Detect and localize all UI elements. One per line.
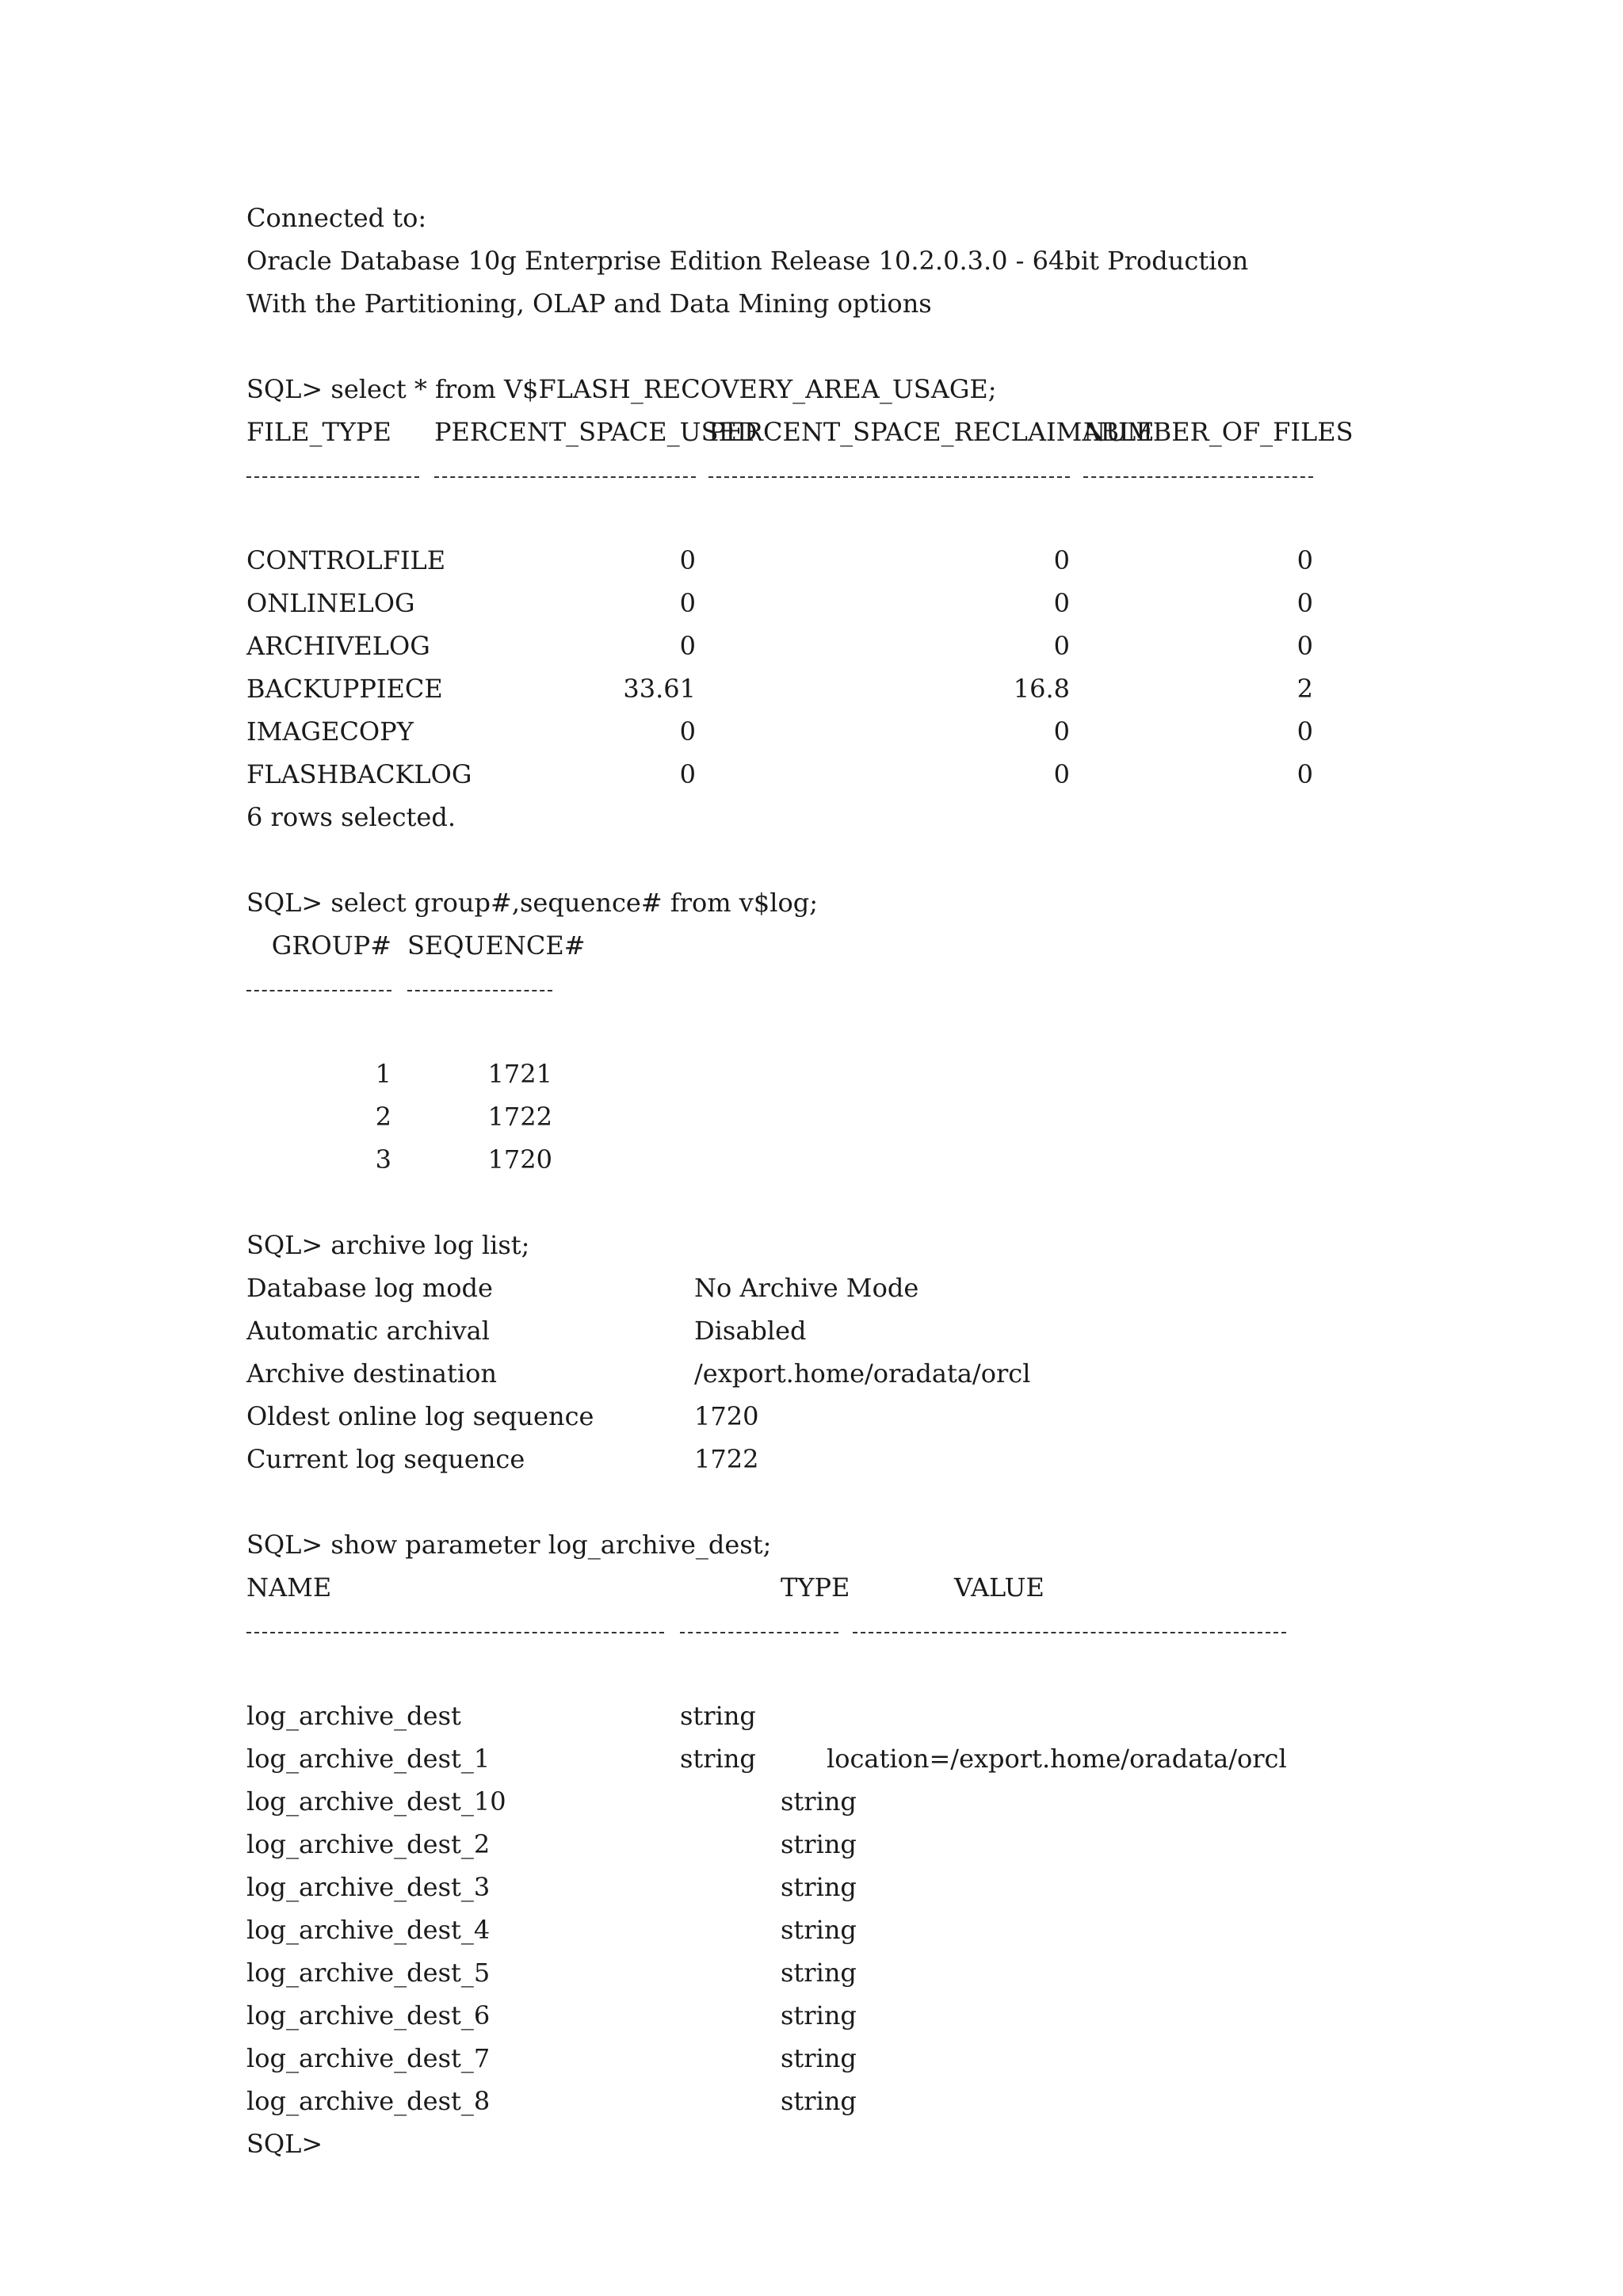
table-cell: Oldest online log sequence bbox=[246, 1401, 594, 1431]
table-cell: ARCHIVELOG bbox=[246, 631, 430, 661]
table-row bbox=[246, 753, 1610, 796]
table-row bbox=[246, 1138, 1610, 1181]
table-cell: log_archive_dest_1 bbox=[246, 1744, 491, 1774]
table-row bbox=[246, 1994, 1610, 2037]
col-header: SEQUENCE# bbox=[407, 930, 586, 961]
table-cell: 0 bbox=[1053, 716, 1070, 747]
table-cell: string bbox=[680, 1701, 756, 1731]
table-cell: 0 bbox=[1053, 545, 1070, 575]
param-rows bbox=[246, 1694, 1610, 2122]
col-header: VALUE bbox=[954, 1572, 1044, 1603]
param-header-row bbox=[246, 1566, 1610, 1609]
table-cell: 0 bbox=[679, 545, 696, 575]
table-cell: string bbox=[781, 1915, 857, 1945]
list-item bbox=[246, 1266, 1610, 1309]
flash-rows bbox=[246, 539, 1610, 796]
table-cell: string bbox=[781, 1786, 857, 1817]
rows-selected: 6 rows selected. bbox=[246, 802, 456, 832]
list-item bbox=[246, 1309, 1610, 1352]
vlog-header-row bbox=[246, 924, 1610, 967]
archive-list-rows bbox=[246, 1266, 1610, 1480]
final-sql-prompt: SQL> bbox=[246, 2129, 323, 2159]
table-row bbox=[246, 1052, 1610, 1095]
table-cell: 0 bbox=[679, 716, 696, 747]
table-cell: log_archive_dest_8 bbox=[246, 2086, 491, 2116]
table-row bbox=[246, 1866, 1610, 1908]
table-cell: log_archive_dest bbox=[246, 1701, 461, 1731]
table-cell: string bbox=[781, 2000, 857, 2030]
table-cell: Database log mode bbox=[246, 1273, 493, 1303]
table-cell: /export.home/oradata/orcl bbox=[694, 1358, 1031, 1389]
version-line: Oracle Database 10g Enterprise Edition Release 10.2.0.3.0 - 64bit Production bbox=[246, 246, 1249, 276]
table-row bbox=[246, 2080, 1610, 2122]
table-row bbox=[246, 1694, 1610, 1737]
table-cell: log_archive_dest_2 bbox=[246, 1829, 491, 1859]
list-item bbox=[246, 1352, 1610, 1395]
table-cell: string bbox=[781, 2086, 857, 2116]
table-cell: log_archive_dest_3 bbox=[246, 1872, 491, 1902]
table-cell: 0 bbox=[1296, 588, 1313, 618]
list-item bbox=[246, 1438, 1610, 1480]
table-cell: ONLINELOG bbox=[246, 588, 415, 618]
param-separator bbox=[246, 1609, 1610, 1652]
table-cell: 1 bbox=[375, 1059, 391, 1089]
table-cell: string bbox=[781, 1829, 857, 1859]
table-cell: 1720 bbox=[694, 1401, 759, 1431]
terminal-transcript bbox=[246, 197, 1610, 2165]
table-cell: 0 bbox=[1296, 759, 1313, 789]
table-cell: Current log sequence bbox=[246, 1444, 525, 1474]
table-cell: BACKUPPIECE bbox=[246, 674, 443, 704]
table-row bbox=[246, 1951, 1610, 1994]
table-cell: Disabled bbox=[694, 1316, 807, 1346]
table-cell: log_archive_dest_4 bbox=[246, 1915, 491, 1945]
table-cell: 16.8 bbox=[1013, 674, 1070, 704]
flash-header-row bbox=[246, 411, 1610, 453]
table-cell: 0 bbox=[1296, 716, 1313, 747]
table-row bbox=[246, 1095, 1610, 1138]
list-item bbox=[246, 1395, 1610, 1438]
table-cell: 1722 bbox=[487, 1102, 552, 1132]
vlog-rows bbox=[246, 1052, 1610, 1181]
col-header: PERCENT_SPACE_RECLAIMABLE bbox=[708, 417, 1155, 447]
table-row bbox=[246, 2037, 1610, 2080]
table-row bbox=[246, 1737, 1610, 1780]
table-row bbox=[246, 710, 1610, 753]
table-cell: log_archive_dest_7 bbox=[246, 2043, 491, 2073]
table-cell: 0 bbox=[1053, 588, 1070, 618]
table-cell: 0 bbox=[1296, 631, 1313, 661]
table-cell: 0 bbox=[1053, 759, 1070, 789]
table-cell: 0 bbox=[1053, 631, 1070, 661]
col-header: FILE_TYPE bbox=[246, 417, 391, 447]
col-header: NAME bbox=[246, 1572, 332, 1603]
table-cell: string bbox=[680, 1744, 756, 1774]
table-cell: 1721 bbox=[487, 1059, 552, 1089]
table-cell: log_archive_dest_5 bbox=[246, 1958, 491, 1988]
sql-prompt-show-parameter: SQL> show parameter log_archive_dest; bbox=[246, 1530, 772, 1560]
table-cell: FLASHBACKLOG bbox=[246, 759, 472, 789]
table-cell: 0 bbox=[1296, 545, 1313, 575]
flash-separator bbox=[246, 453, 1610, 496]
sql-prompt-flash-recovery: SQL> select * from V$FLASH_RECOVERY_AREA_USAGE; bbox=[246, 374, 997, 404]
col-header: GROUP# bbox=[271, 930, 391, 961]
table-cell: string bbox=[781, 1872, 857, 1902]
sql-prompt-archive-list: SQL> archive log list; bbox=[246, 1230, 530, 1260]
vlog-separator bbox=[246, 967, 1610, 1010]
col-header: TYPE bbox=[781, 1572, 850, 1603]
col-header: PERCENT_SPACE_USED bbox=[434, 417, 758, 447]
table-row bbox=[246, 1823, 1610, 1866]
table-cell: 0 bbox=[679, 759, 696, 789]
table-row bbox=[246, 582, 1610, 625]
table-cell: 3 bbox=[375, 1144, 391, 1175]
table-row bbox=[246, 667, 1610, 710]
table-row bbox=[246, 625, 1610, 667]
table-row bbox=[246, 1780, 1610, 1823]
table-cell: 0 bbox=[679, 588, 696, 618]
table-cell: Archive destination bbox=[246, 1358, 497, 1389]
table-cell: 1722 bbox=[694, 1444, 759, 1474]
table-cell: log_archive_dest_10 bbox=[246, 1786, 506, 1817]
table-cell: 2 bbox=[375, 1102, 391, 1132]
col-header: NUMBER_OF_FILES bbox=[1083, 417, 1354, 447]
table-cell: Automatic archival bbox=[246, 1316, 490, 1346]
table-cell: string bbox=[781, 2043, 857, 2073]
table-cell: No Archive Mode bbox=[694, 1273, 919, 1303]
options-line: With the Partitioning, OLAP and Data Mining options bbox=[246, 288, 932, 319]
table-cell: string bbox=[781, 1958, 857, 1988]
sql-prompt-vlog: SQL> select group#,sequence# from v$log; bbox=[246, 888, 818, 918]
table-cell: 1720 bbox=[487, 1144, 552, 1175]
table-row bbox=[246, 539, 1610, 582]
connected-line: Connected to: bbox=[246, 203, 427, 233]
table-cell: 33.61 bbox=[623, 674, 696, 704]
table-cell: 2 bbox=[1296, 674, 1313, 704]
table-cell: 0 bbox=[679, 631, 696, 661]
table-cell: location=/export.home/oradata/orcl bbox=[827, 1744, 1287, 1774]
table-cell: log_archive_dest_6 bbox=[246, 2000, 491, 2030]
table-cell: IMAGECOPY bbox=[246, 716, 414, 747]
table-cell: CONTROLFILE bbox=[246, 545, 446, 575]
table-row bbox=[246, 1908, 1610, 1951]
